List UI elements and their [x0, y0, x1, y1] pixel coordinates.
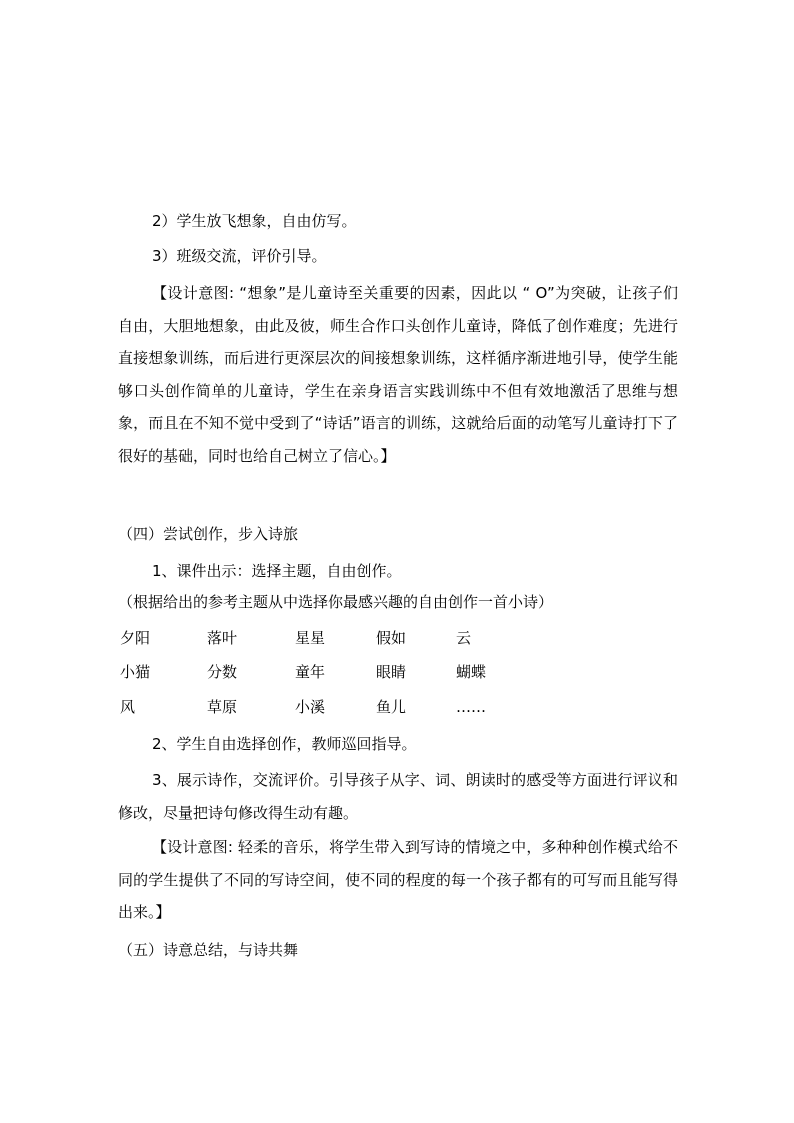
topic-item: 云: [456, 629, 472, 647]
design-intent-paragraph-1: 【设计意图: “想象”是儿童诗至关重要的因素，因此以 “ O”为突破，让孩子们自由，大胆地想象，由此及彼，师生合作口头创作儿童诗，降低了创作难度；先进行直接想象训练，而后进行更深层次的间接想象训练，这样循序渐进地引导，使学生能够口头创作简单的儿童诗，学生在亲身语言实践训练中不但有效地激活了思维与想象，而且在不知不觉中受到了“诗话”语言的训练，这就给后面的动笔写儿童诗打下了很好的基础，同时也给自己树立了信心。】: [118, 284, 678, 465]
topic-item: 分数: [207, 663, 238, 681]
section-5-heading: （五）诗意总结，与诗共舞: [118, 941, 299, 959]
topic-item: 童年: [295, 663, 326, 681]
step-3-text: 3）班级交流，评价引导。: [152, 247, 327, 265]
topic-item: 风: [120, 698, 136, 716]
topic-item: 假如: [376, 629, 407, 647]
topic-item: 星星: [295, 629, 326, 647]
topic-item: 眼睛: [376, 663, 407, 681]
topic-item: 落叶: [207, 629, 238, 647]
step-2-text: 2）学生放飞想象，自由仿写。: [152, 212, 357, 230]
topic-item: 蝴蝶: [456, 663, 487, 681]
topic-item: 夕阳: [120, 629, 151, 647]
topic-item: 小溪: [295, 698, 326, 716]
section-4-heading: （四）尝试创作，步入诗旅: [118, 525, 299, 543]
topic-selection-note: （根据给出的参考主题从中选择你最感兴趣的自由创作一首小诗）: [118, 593, 554, 611]
topic-item: 小猫: [120, 663, 151, 681]
section-4-step-2: 2、学生自由选择创作，教师巡回指导。: [152, 735, 417, 753]
topic-item: 鱼儿: [376, 698, 407, 716]
design-intent-paragraph-2: 【设计意图: 轻柔的音乐，将学生带入到写诗的情境之中，多种种创作模式给不同的学生提供了不同的写诗空间，使不同的程度的每一个孩子都有的可写而且能写得出来。】: [118, 838, 678, 921]
section-4-step-1: 1、课件出示：选择主题，自由创作。: [152, 562, 402, 580]
topic-item: 草原: [207, 698, 238, 716]
section-4-step-3: 3、展示诗作，交流评价。引导孩子从字、词、朗读时的感受等方面进行评议和修改，尽量把诗句修改得生动有趣。: [118, 771, 678, 822]
topic-item: ……: [456, 698, 486, 716]
